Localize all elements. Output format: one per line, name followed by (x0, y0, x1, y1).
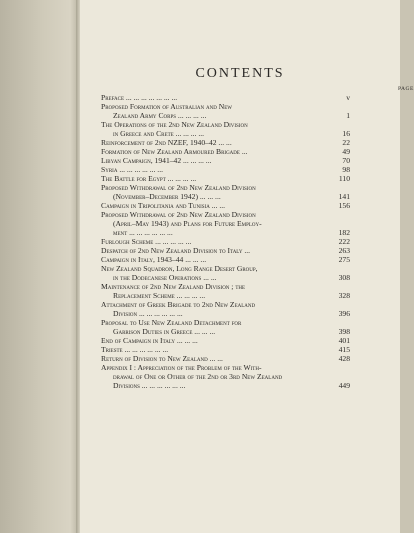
entry-page-number: 449 (338, 381, 350, 390)
entry-page-number: 110 (338, 174, 350, 183)
contents-entry (101, 300, 350, 318)
entry-page-number: 415 (338, 345, 350, 354)
entry-page-number: 428 (338, 354, 350, 363)
entry-title-line: Divisions ... ... ... ... ... ... (113, 381, 186, 390)
entry-page-number: 396 (338, 309, 350, 318)
entry-title-line: New Zealand Squadron, Long Range Desert Group, (101, 264, 258, 273)
entry-title-line: in the Dodecanese Operations ... ... (113, 273, 217, 282)
entry-page-number: 22 (342, 138, 350, 147)
entry-title-line: Garrison Duties in Greece ... ... ... (113, 327, 216, 336)
entry-page-number: 141 (338, 192, 350, 201)
entry-title-line: Trieste ... ... ... ... ... ... (101, 345, 169, 354)
entry-title-line: Attachment of Greek Brigade to 2nd New Zealand (101, 300, 256, 309)
entry-page-number: 308 (338, 273, 350, 282)
entry-page-number: 70 (342, 156, 350, 165)
entry-page-number: 222 (338, 237, 350, 246)
entry-title-line: Libyan Campaign, 1941–42 ... ... ... ... (101, 156, 212, 165)
contents-entry (101, 318, 350, 336)
entry-title-line: Campaign in Italy, 1943–44 ... ... ... (101, 255, 207, 264)
contents-entry (101, 183, 350, 201)
page-title: CONTENTS (195, 66, 285, 81)
contents-entry (101, 363, 350, 390)
entry-page-number: 401 (338, 336, 350, 345)
entry-title-line: End of Campaign in Italy ... ... ... (101, 336, 198, 345)
contents-entry (101, 147, 350, 156)
entry-title-line: (April–May 1943) and Plans for Future Employ- (113, 219, 262, 228)
entry-title-line: Proposed Withdrawal of 2nd New Zealand Division (101, 210, 256, 219)
entry-title-line: Return of Division to New Zealand ... ... (101, 354, 223, 363)
entry-title-line: Furlough Scheme ... ... ... ... ... (101, 237, 192, 246)
entry-title-line: Replacement Scheme ... ... ... ... (113, 291, 206, 300)
page-column-label: PAGE (398, 86, 414, 92)
contents-entry (101, 282, 350, 300)
contents-entry (101, 255, 350, 264)
contents-entry (101, 93, 350, 102)
contents-entry (101, 165, 350, 174)
contents-entry (101, 120, 350, 138)
entry-title-line: Division ... ... ... ... ... ... (113, 309, 183, 318)
contents-entry (101, 138, 350, 147)
entry-title-line: Syria ... ... ... ... ... ... (101, 165, 164, 174)
contents-entry (101, 336, 350, 345)
entry-title-line: Maintenance of 2nd New Zealand Division ; the (101, 282, 246, 291)
entry-page-number: 156 (338, 201, 350, 210)
contents-entry (101, 102, 350, 120)
entry-page-number: 398 (338, 327, 350, 336)
entry-title-line: drawal of One or Other of the 2nd or 3rd New Zealand (113, 372, 283, 381)
entry-title-line: Reinforcement of 2nd NZEF, 1940–42 ... ... (101, 138, 232, 147)
entry-title-line: Campaign in Tripolitania and Tunisia ... ... (101, 201, 226, 210)
entry-title-line: Formation of New Zealand Armoured Brigade ... (101, 147, 248, 156)
entry-title-line: Proposal to Use New Zealand Detachment for (101, 318, 242, 327)
entry-title-line: ment ... ... ... ... ... ... (113, 228, 173, 237)
entry-title-line: The Battle for Egypt ... ... ... ... (101, 174, 197, 183)
entry-page-number: 1 (346, 111, 350, 120)
entry-page-number: 263 (338, 246, 350, 255)
contents-entry (101, 246, 350, 255)
contents-entry (101, 174, 350, 183)
entry-page-number: 49 (342, 147, 350, 156)
contents-entry (101, 237, 350, 246)
contents-entry (101, 354, 350, 363)
contents-entry (101, 264, 350, 282)
entry-title-line: Proposed Withdrawal of 2nd New Zealand Division (101, 183, 256, 192)
entry-page-number: 16 (342, 129, 350, 138)
entry-title-line: Despatch of 2nd New Zealand Division to Italy ... (101, 246, 251, 255)
contents-entry (101, 201, 350, 210)
entry-title-line: Zealand Army Corps ... ... ... ... (113, 111, 207, 120)
entry-title-line: The Operations of the 2nd New Zealand Division (101, 120, 248, 129)
entry-page-number: 98 (342, 165, 350, 174)
entry-title-line: Appendix I : Appreciation of the Problem of the With- (101, 363, 262, 372)
contents-list (101, 93, 350, 390)
entry-page-number: 328 (338, 291, 350, 300)
contents-entry (101, 156, 350, 165)
entry-title-line: Preface ... ... ... ... ... ... ... (101, 93, 178, 102)
entry-title-line: in Greece and Crete ... ... ... ... (113, 129, 205, 138)
entry-page-number: 182 (338, 228, 350, 237)
contents-entry (101, 345, 350, 354)
book-gutter (0, 0, 78, 533)
entry-page-number: v (346, 93, 350, 102)
contents-entry (101, 210, 350, 237)
entry-title-line: (November–December 1942) ... ... ... (113, 192, 221, 201)
entry-title-line: Proposed Formation of Australian and New (101, 102, 232, 111)
entry-page-number: 275 (338, 255, 350, 264)
